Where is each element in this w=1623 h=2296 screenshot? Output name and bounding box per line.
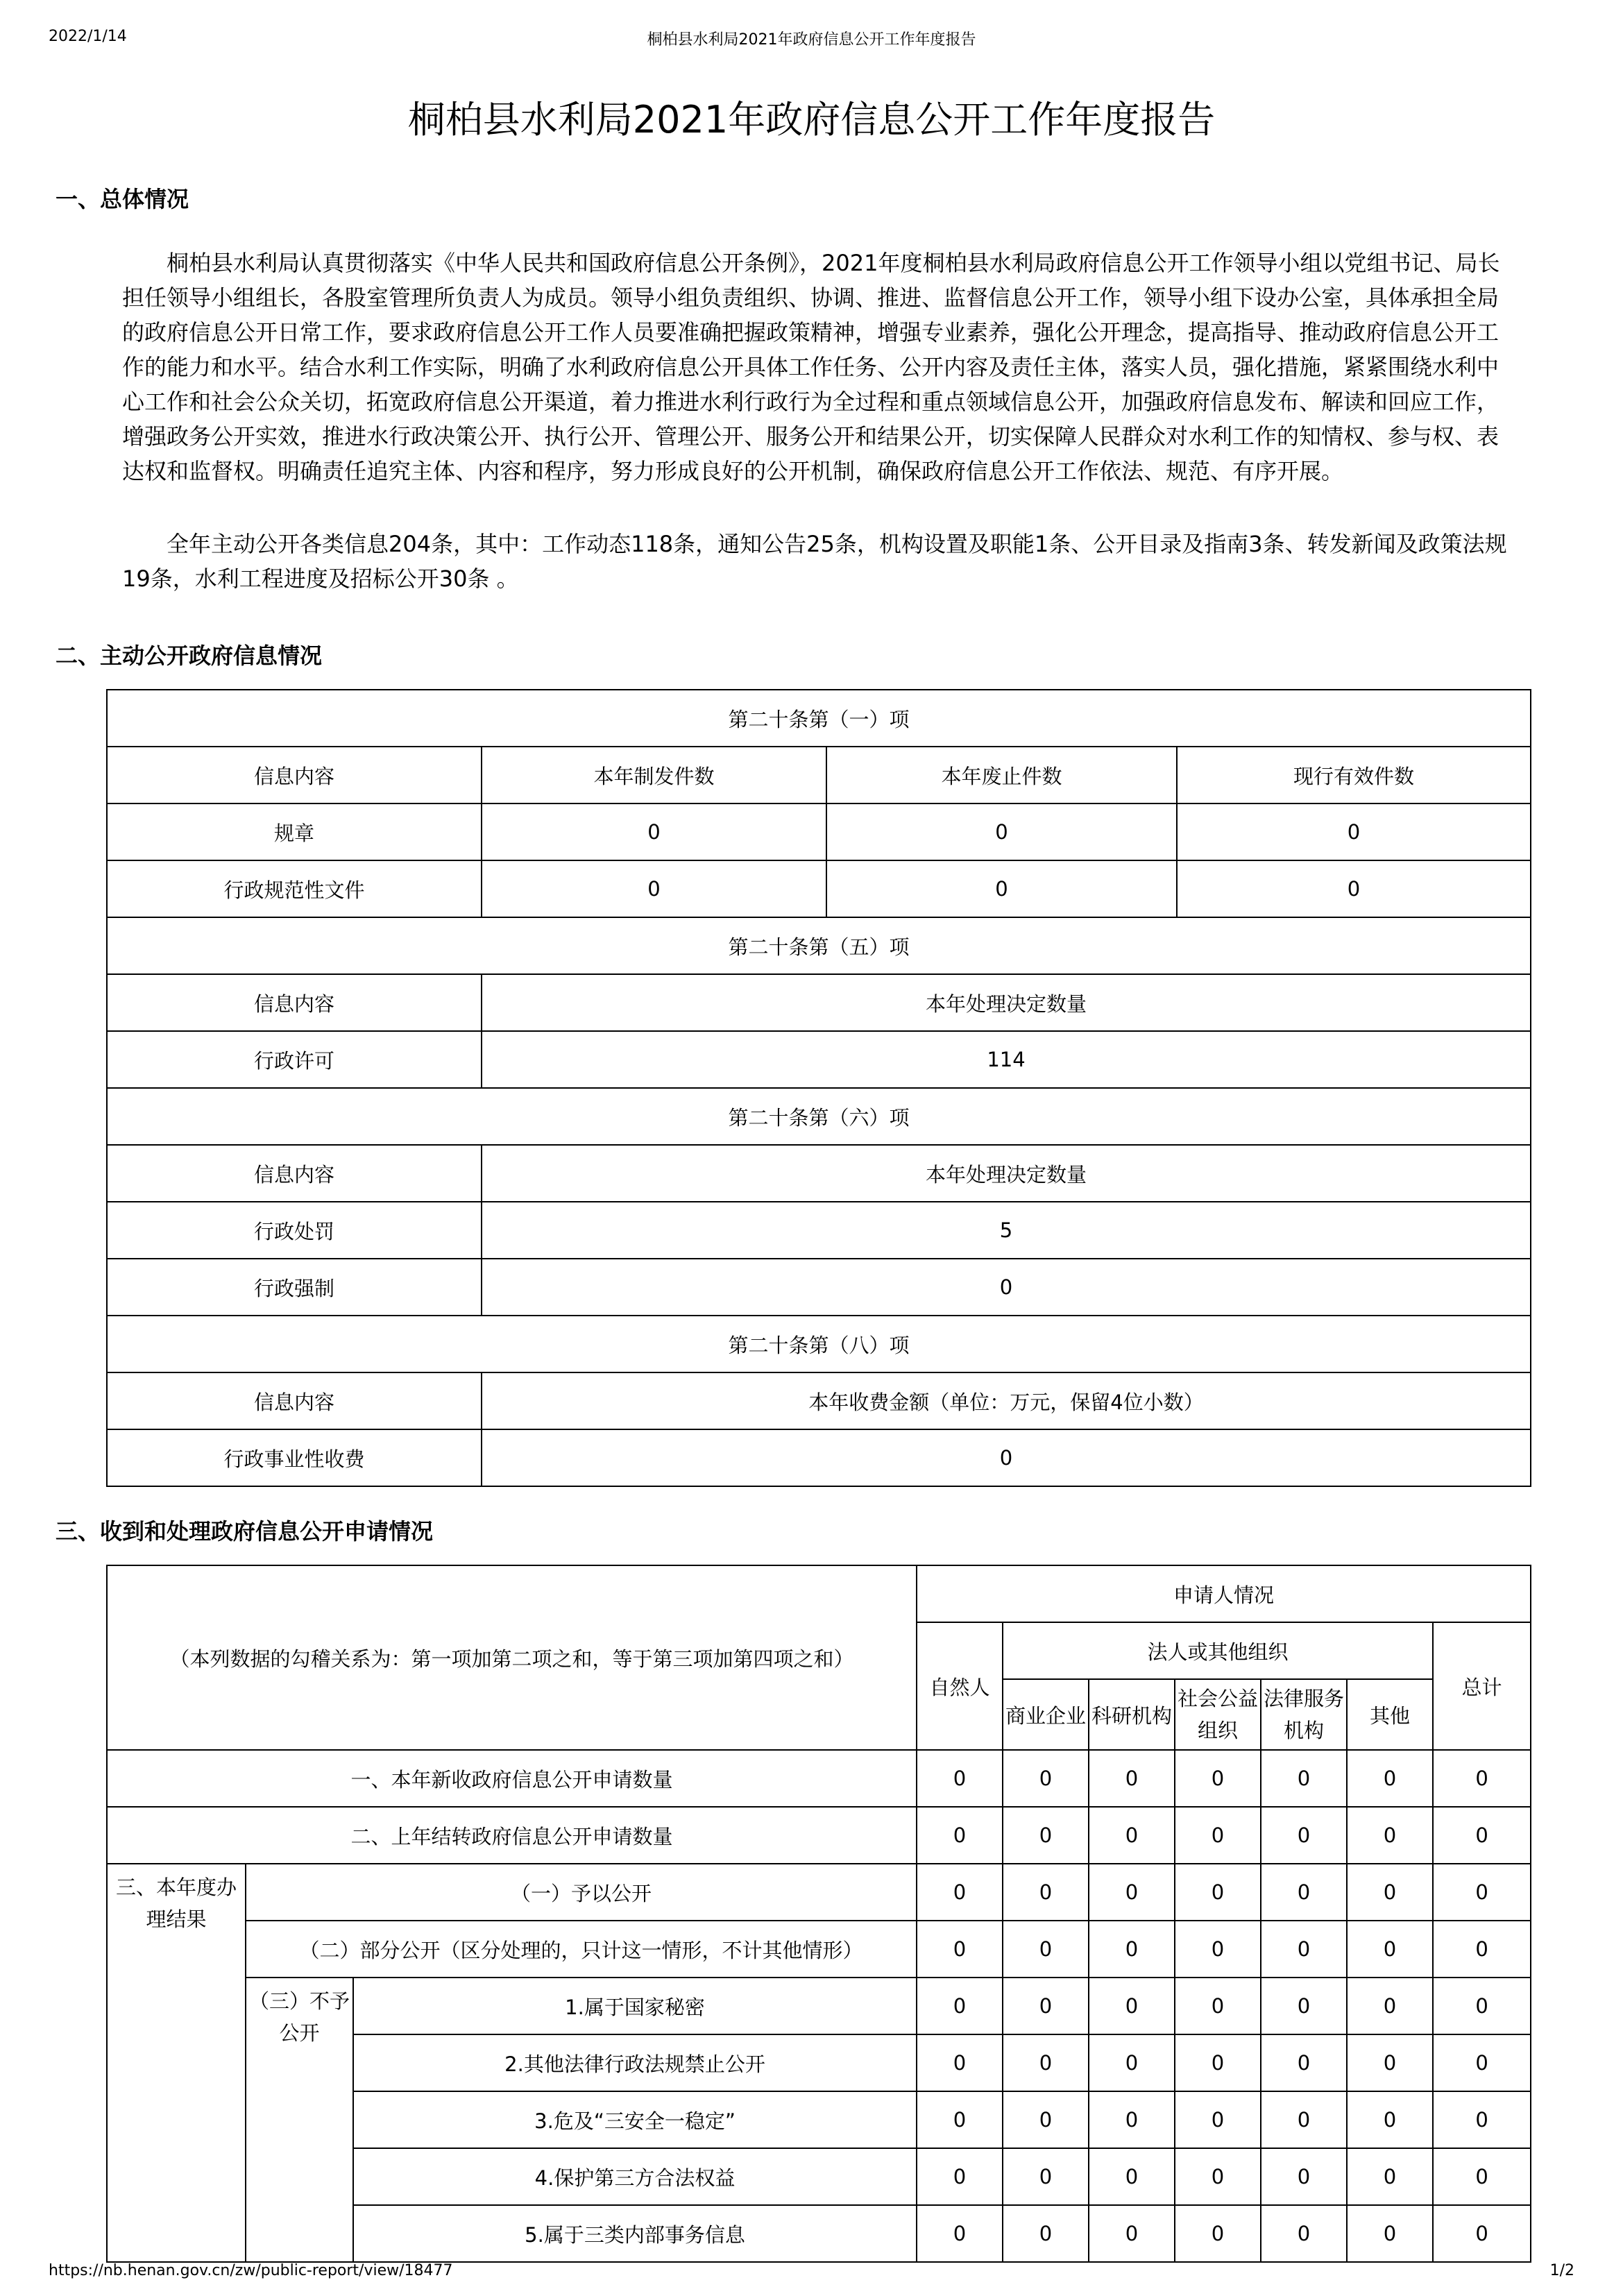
legal-entity-header: 法人或其他组织 [1003, 1622, 1433, 1679]
cell-value: 0 [1177, 803, 1531, 860]
row-label: 行政规范性文件 [107, 860, 482, 917]
cell-value: 0 [1347, 2091, 1433, 2148]
header-cell: 本年废止件数 [826, 747, 1177, 803]
cell-value: 114 [482, 1031, 1531, 1088]
cell-value: 0 [1089, 1978, 1175, 2034]
header-cell: 信息内容 [107, 1145, 482, 1202]
cell-value: 0 [917, 1864, 1003, 1921]
cell-value: 0 [1175, 2148, 1261, 2205]
table-row [107, 1921, 1531, 1978]
cell-value: 0 [1175, 2205, 1261, 2262]
cell-value: 0 [1003, 1978, 1089, 2034]
row-label: 行政处罚 [107, 1202, 482, 1259]
proactive-disclosure-table [106, 689, 1531, 1487]
cell-value: 0 [1089, 1807, 1175, 1864]
row-label: 行政强制 [107, 1259, 482, 1316]
cell-value: 0 [1089, 2091, 1175, 2148]
cell-value: 0 [1003, 2148, 1089, 2205]
header-cell: 本年收费金额（单位：万元，保留4位小数） [482, 1372, 1531, 1429]
art20-1-title: 第二十条第（一）项 [107, 690, 1531, 747]
table-row [107, 1031, 1531, 1088]
cell-value: 0 [1261, 1921, 1347, 1978]
cell-value: 5 [482, 1202, 1531, 1259]
row-label: （二）部分公开（区分处理的，只计这一情形，不计其他情形） [246, 1921, 917, 1978]
cell-value: 0 [826, 803, 1177, 860]
summary-paragraph: 全年主动公开各类信息204条，其中：工作动态118条，通知公告25条，机构设置及职能1条、公开目录及指南3条、转发新闻及政策法规19条，水利工程进度及招标公开30条 。 [122, 531, 1507, 592]
header-cell: 信息内容 [107, 1372, 482, 1429]
cell-value: 0 [1261, 2034, 1347, 2091]
cell-value: 0 [917, 2034, 1003, 2091]
header-cell: 信息内容 [107, 974, 482, 1031]
cell-value: 0 [1089, 2148, 1175, 2205]
business-header: 商业企业 [1003, 1679, 1089, 1750]
row-label: 一、本年新收政府信息公开申请数量 [107, 1750, 917, 1807]
table-row [107, 1750, 1531, 1807]
cell-value: 0 [1433, 1750, 1531, 1807]
table-row [107, 1978, 1531, 2034]
cell-value: 0 [1261, 2205, 1347, 2262]
row-label: 1.属于国家秘密 [353, 1978, 917, 2034]
page-title: 桐柏县水利局2021年政府信息公开工作年度报告 [407, 98, 1216, 142]
cell-value: 0 [1003, 1864, 1089, 1921]
cell-value: 0 [1347, 1921, 1433, 1978]
row-label: 规章 [107, 803, 482, 860]
cell-value: 0 [826, 860, 1177, 917]
not-disclosed-group-label: （三）不予公开 [246, 1978, 353, 2262]
row-label: 行政事业性收费 [107, 1429, 482, 1486]
cell-value: 0 [1261, 1750, 1347, 1807]
cell-value: 0 [1261, 2091, 1347, 2148]
cell-value: 0 [482, 1429, 1531, 1486]
table-row [107, 1807, 1531, 1864]
cell-value: 0 [1261, 1978, 1347, 2034]
header-cell: 本年制发件数 [482, 747, 826, 803]
overview-paragraph: 桐柏县水利局认真贯彻落实《中华人民共和国政府信息公开条例》，2021年度桐柏县水利局政府信息公开工作领导小组以党组书记、局长担任领导小组组长，各股室管理所负责人为成员。领导小组负责组织、协调、推进、监督信息公开工作，领导小组下设办公室，具体承担全局的政府信息公开日常工作，要求政府信息公开工作人员要准确把握政策精神，增强专业素养，强化公开理念，提高指导、推动政府信息公开工作的能力和水平。结合水利工作实际，明确了水利政府信息公开具体工作任务、公开内容及责任主体，落实人员，强化措施，紧紧围绕水利中心工作和社会公众关切，拓宽政府信息公开渠道，着力推进水利行政行为全过程和重点领域信息公开，加强政府信息发布、解读和回应工作，增强政务公开实效，推进水行政决策公开、执行公开、管理公开、服务公开和结果公开，切实保障人民群众对水利工作的知情权、参与权、表达权和监督权。明确责任追究主体、内容和程序，努力形成良好的公开机制，确保政府信息公开工作依法、规范、有序开展。 [122, 250, 1500, 484]
cell-value: 0 [482, 803, 826, 860]
cell-value: 0 [1003, 1750, 1089, 1807]
cell-value: 0 [482, 860, 826, 917]
cell-value: 0 [1347, 2205, 1433, 2262]
law-service-header: 法律服务机构 [1261, 1679, 1347, 1750]
cell-value: 0 [1347, 2148, 1433, 2205]
header-cell: 信息内容 [107, 747, 482, 803]
consistency-note: （本列数据的勾稽关系为：第一项加第二项之和，等于第三项加第四项之和） [107, 1565, 917, 1750]
cell-value: 0 [1433, 1978, 1531, 2034]
cell-value: 0 [1175, 1921, 1261, 1978]
cell-value: 0 [917, 2148, 1003, 2205]
row-label: 2.其他法律行政法规禁止公开 [353, 2034, 917, 2091]
table-row [107, 1259, 1531, 1316]
cell-value: 0 [1003, 2034, 1089, 2091]
other-header: 其他 [1347, 1679, 1433, 1750]
cell-value: 0 [1175, 1750, 1261, 1807]
art20-8-title: 第二十条第（八）项 [107, 1316, 1531, 1372]
footer-page-number: 1/2 [1549, 2262, 1574, 2279]
cell-value: 0 [1347, 1864, 1433, 1921]
table-row [107, 860, 1531, 917]
cell-value: 0 [1261, 1807, 1347, 1864]
art20-5-title: 第二十条第（五）项 [107, 917, 1531, 974]
cell-value: 0 [1433, 1864, 1531, 1921]
total-header: 总计 [1433, 1622, 1531, 1750]
row-label: 二、上年结转政府信息公开申请数量 [107, 1807, 917, 1864]
cell-value: 0 [1261, 1864, 1347, 1921]
table-row [107, 803, 1531, 860]
cell-value: 0 [1003, 2205, 1089, 2262]
applications-table [106, 1565, 1531, 2263]
header-cell: 现行有效件数 [1177, 747, 1531, 803]
table-row [107, 1864, 1531, 1921]
row-label: 4.保护第三方合法权益 [353, 2148, 917, 2205]
cell-value: 0 [1175, 1807, 1261, 1864]
section-heading-applications: 三、收到和处理政府信息公开申请情况 [56, 1518, 434, 1545]
research-header: 科研机构 [1089, 1679, 1175, 1750]
social-header: 社会公益组织 [1175, 1679, 1261, 1750]
cell-value: 0 [1003, 1807, 1089, 1864]
cell-value: 0 [1347, 1978, 1433, 2034]
cell-value: 0 [917, 2091, 1003, 2148]
print-header-title: 桐柏县水利局2021年政府信息公开工作年度报告 [647, 31, 976, 49]
row-label: （一）予以公开 [246, 1864, 917, 1921]
cell-value: 0 [917, 1921, 1003, 1978]
cell-value: 0 [1175, 1864, 1261, 1921]
row-label: 3.危及“三安全一稳定” [353, 2091, 917, 2148]
cell-value: 0 [1433, 2091, 1531, 2148]
cell-value: 0 [1433, 2034, 1531, 2091]
cell-value: 0 [1177, 860, 1531, 917]
results-group-label: 三、本年度办理结果 [107, 1864, 246, 2262]
cell-value: 0 [1175, 2091, 1261, 2148]
cell-value: 0 [917, 1807, 1003, 1864]
row-label: 行政许可 [107, 1031, 482, 1088]
section-heading-overview: 一、总体情况 [56, 186, 189, 212]
table-row [107, 1429, 1531, 1486]
cell-value: 0 [917, 2205, 1003, 2262]
cell-value: 0 [1347, 1807, 1433, 1864]
cell-value: 0 [482, 1259, 1531, 1316]
row-label: 5.属于三类内部事务信息 [353, 2205, 917, 2262]
cell-value: 0 [917, 1750, 1003, 1807]
natural-person-header: 自然人 [917, 1622, 1003, 1750]
cell-value: 0 [1433, 2205, 1531, 2262]
cell-value: 0 [1433, 1807, 1531, 1864]
footer-url: https://nb.henan.gov.cn/zw/public-report/view/18477 [49, 2262, 453, 2279]
cell-value: 0 [917, 1978, 1003, 2034]
cell-value: 0 [1089, 1921, 1175, 1978]
cell-value: 0 [1003, 2091, 1089, 2148]
print-date: 2022/1/14 [49, 28, 127, 45]
art20-6-title: 第二十条第（六）项 [107, 1088, 1531, 1145]
cell-value: 0 [1089, 2034, 1175, 2091]
cell-value: 0 [1175, 2034, 1261, 2091]
cell-value: 0 [1089, 1864, 1175, 1921]
table-row [107, 1202, 1531, 1259]
cell-value: 0 [1003, 1921, 1089, 1978]
applicant-header: 申请人情况 [917, 1565, 1531, 1622]
header-cell: 本年处理决定数量 [482, 974, 1531, 1031]
section-heading-proactive: 二、主动公开政府信息情况 [56, 643, 323, 669]
cell-value: 0 [1261, 2148, 1347, 2205]
cell-value: 0 [1433, 1921, 1531, 1978]
cell-value: 0 [1347, 1750, 1433, 1807]
cell-value: 0 [1089, 1750, 1175, 1807]
cell-value: 0 [1347, 2034, 1433, 2091]
cell-value: 0 [1089, 2205, 1175, 2262]
header-cell: 本年处理决定数量 [482, 1145, 1531, 1202]
cell-value: 0 [1175, 1978, 1261, 2034]
cell-value: 0 [1433, 2148, 1531, 2205]
